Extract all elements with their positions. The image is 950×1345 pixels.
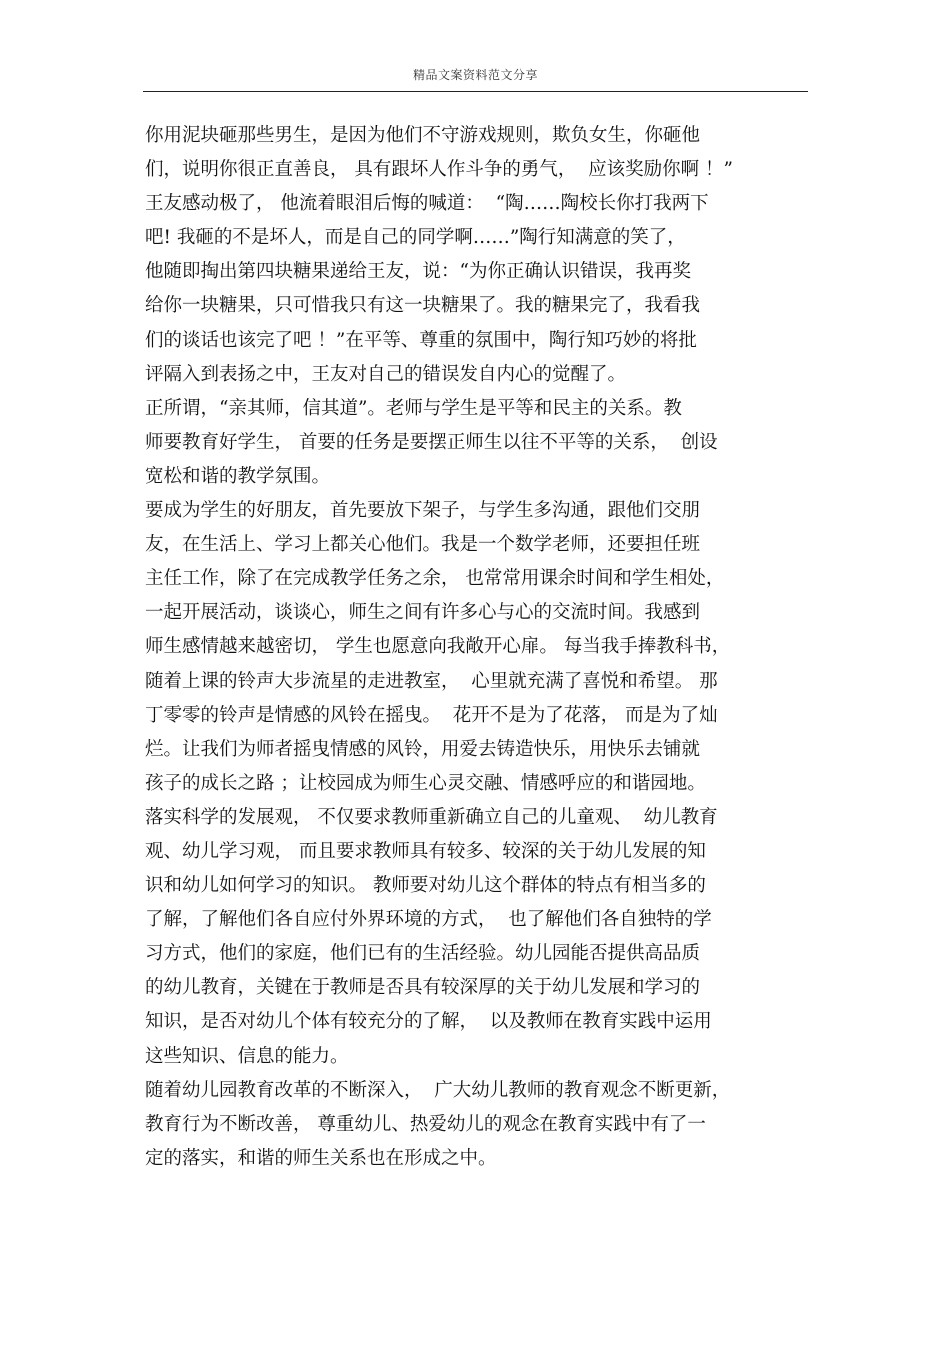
- document-body: [145, 119, 815, 1176]
- text-line: 随着上课的铃声大步流星的走进教室， 心里就充满了喜悦和希望。 那: [145, 670, 718, 692]
- text-line: 你用泥块砸那些男生，是因为他们不守游戏规则，欺负女生，你砸他: [145, 125, 701, 146]
- text-line: 识和幼儿如何学习的知识。 教师要对幼儿这个群体的特点有相当多的: [145, 875, 706, 897]
- text-line: 他随即掏出第四块糖果递给王友，说：“为你正确认识错误，我再奖: [145, 261, 691, 283]
- text-line: 宽松和谐的教学氛围。: [145, 465, 331, 487]
- text-line: 主任工作，除了在完成教学任务之余， 也常常用课余时间和学生相处，: [145, 568, 725, 590]
- text-line: 丁零零的铃声是情感的风铃在摇曳。 花开不是为了花落， 而是为了灿: [145, 704, 718, 726]
- text-line: 随着幼儿园教育改革的不断深入， 广大幼儿教师的教育观念不断更新，: [145, 1079, 731, 1101]
- text-line: 观、幼儿学习观， 而且要求教师具有较多、较深的关于幼儿发展的知: [145, 840, 706, 862]
- text-line: 习方式，他们的家庭，他们已有的生活经验。幼儿园能否提供高品质: [145, 943, 701, 965]
- text-line: 们的谈话也该完了吧 ！”在平等、尊重的氛围中，陶行知巧妙的将批: [145, 329, 697, 351]
- text-line: 师生感情越来越密切， 学生也愿意向我敞开心扉。 每当我手捧教科书，: [145, 636, 731, 658]
- text-line: 评隔入到表扬之中，王友对自己的错误发自内心的觉醒了。: [145, 363, 627, 385]
- text-line: 烂。让我们为师者摇曳情感的风铃，用爱去铸造快乐，用快乐去铺就: [145, 738, 701, 760]
- text-line: 落实科学的发展观， 不仅要求教师重新确立自己的儿童观、 幼儿教育: [145, 806, 718, 828]
- text-line: 一起开展活动，谈谈心，师生之间有许多心与心的交流时间。我感到: [145, 602, 701, 624]
- text-line: 知识，是否对幼儿个体有较充分的了解， 以及教师在教育实践中运用: [145, 1011, 712, 1033]
- text-line: 这些知识、信息的能力。: [145, 1045, 349, 1067]
- header-divider: [143, 91, 808, 92]
- text-line: 们，说明你很正直善良， 具有跟坏人作斗争的勇气， 应该奖励你啊 ！”: [145, 159, 733, 181]
- text-line: 定的落实，和谐的师生关系也在形成之中。: [145, 1147, 497, 1169]
- text-line: 给你一块糖果，只可惜我只有这一块糖果了。我的糖果完了，我看我: [145, 295, 701, 317]
- text-line: 的幼儿教育，关键在于教师是否具有较深厚的关于幼儿发展和学习的: [145, 977, 701, 999]
- text-line: 正所谓，“亲其师，信其道”。老师与学生是平等和民主的关系。教: [145, 397, 682, 419]
- text-line: 吧! 我砸的不是坏人，而是自己的同学啊……”陶行知满意的笑了，: [145, 227, 686, 249]
- text-line: 友，在生活上、学习上都关心他们。我是一个数学老师，还要担任班: [145, 534, 701, 556]
- text-line: 孩子的成长之路 ；让校园成为师生心灵交融、情感呼应的和谐园地。: [145, 772, 706, 794]
- text-line: 要成为学生的好朋友，首先要放下架子，与学生多沟通，跟他们交朋: [145, 500, 701, 522]
- page-header: 精品文案资料范文分享: [412, 68, 538, 82]
- text-line: 师要教育好学生， 首要的任务是要摆正师生以往不平等的关系， 创设: [145, 431, 718, 453]
- text-line: 王友感动极了， 他流着眼泪后悔的喊道： “陶……陶校长你打我两下: [145, 193, 709, 215]
- text-line: 教育行为不断改善， 尊重幼儿、热爱幼儿的观念在教育实践中有了一: [145, 1113, 706, 1135]
- text-line: 了解，了解他们各自应付外界环境的方式， 也了解他们各自独特的学: [145, 909, 712, 931]
